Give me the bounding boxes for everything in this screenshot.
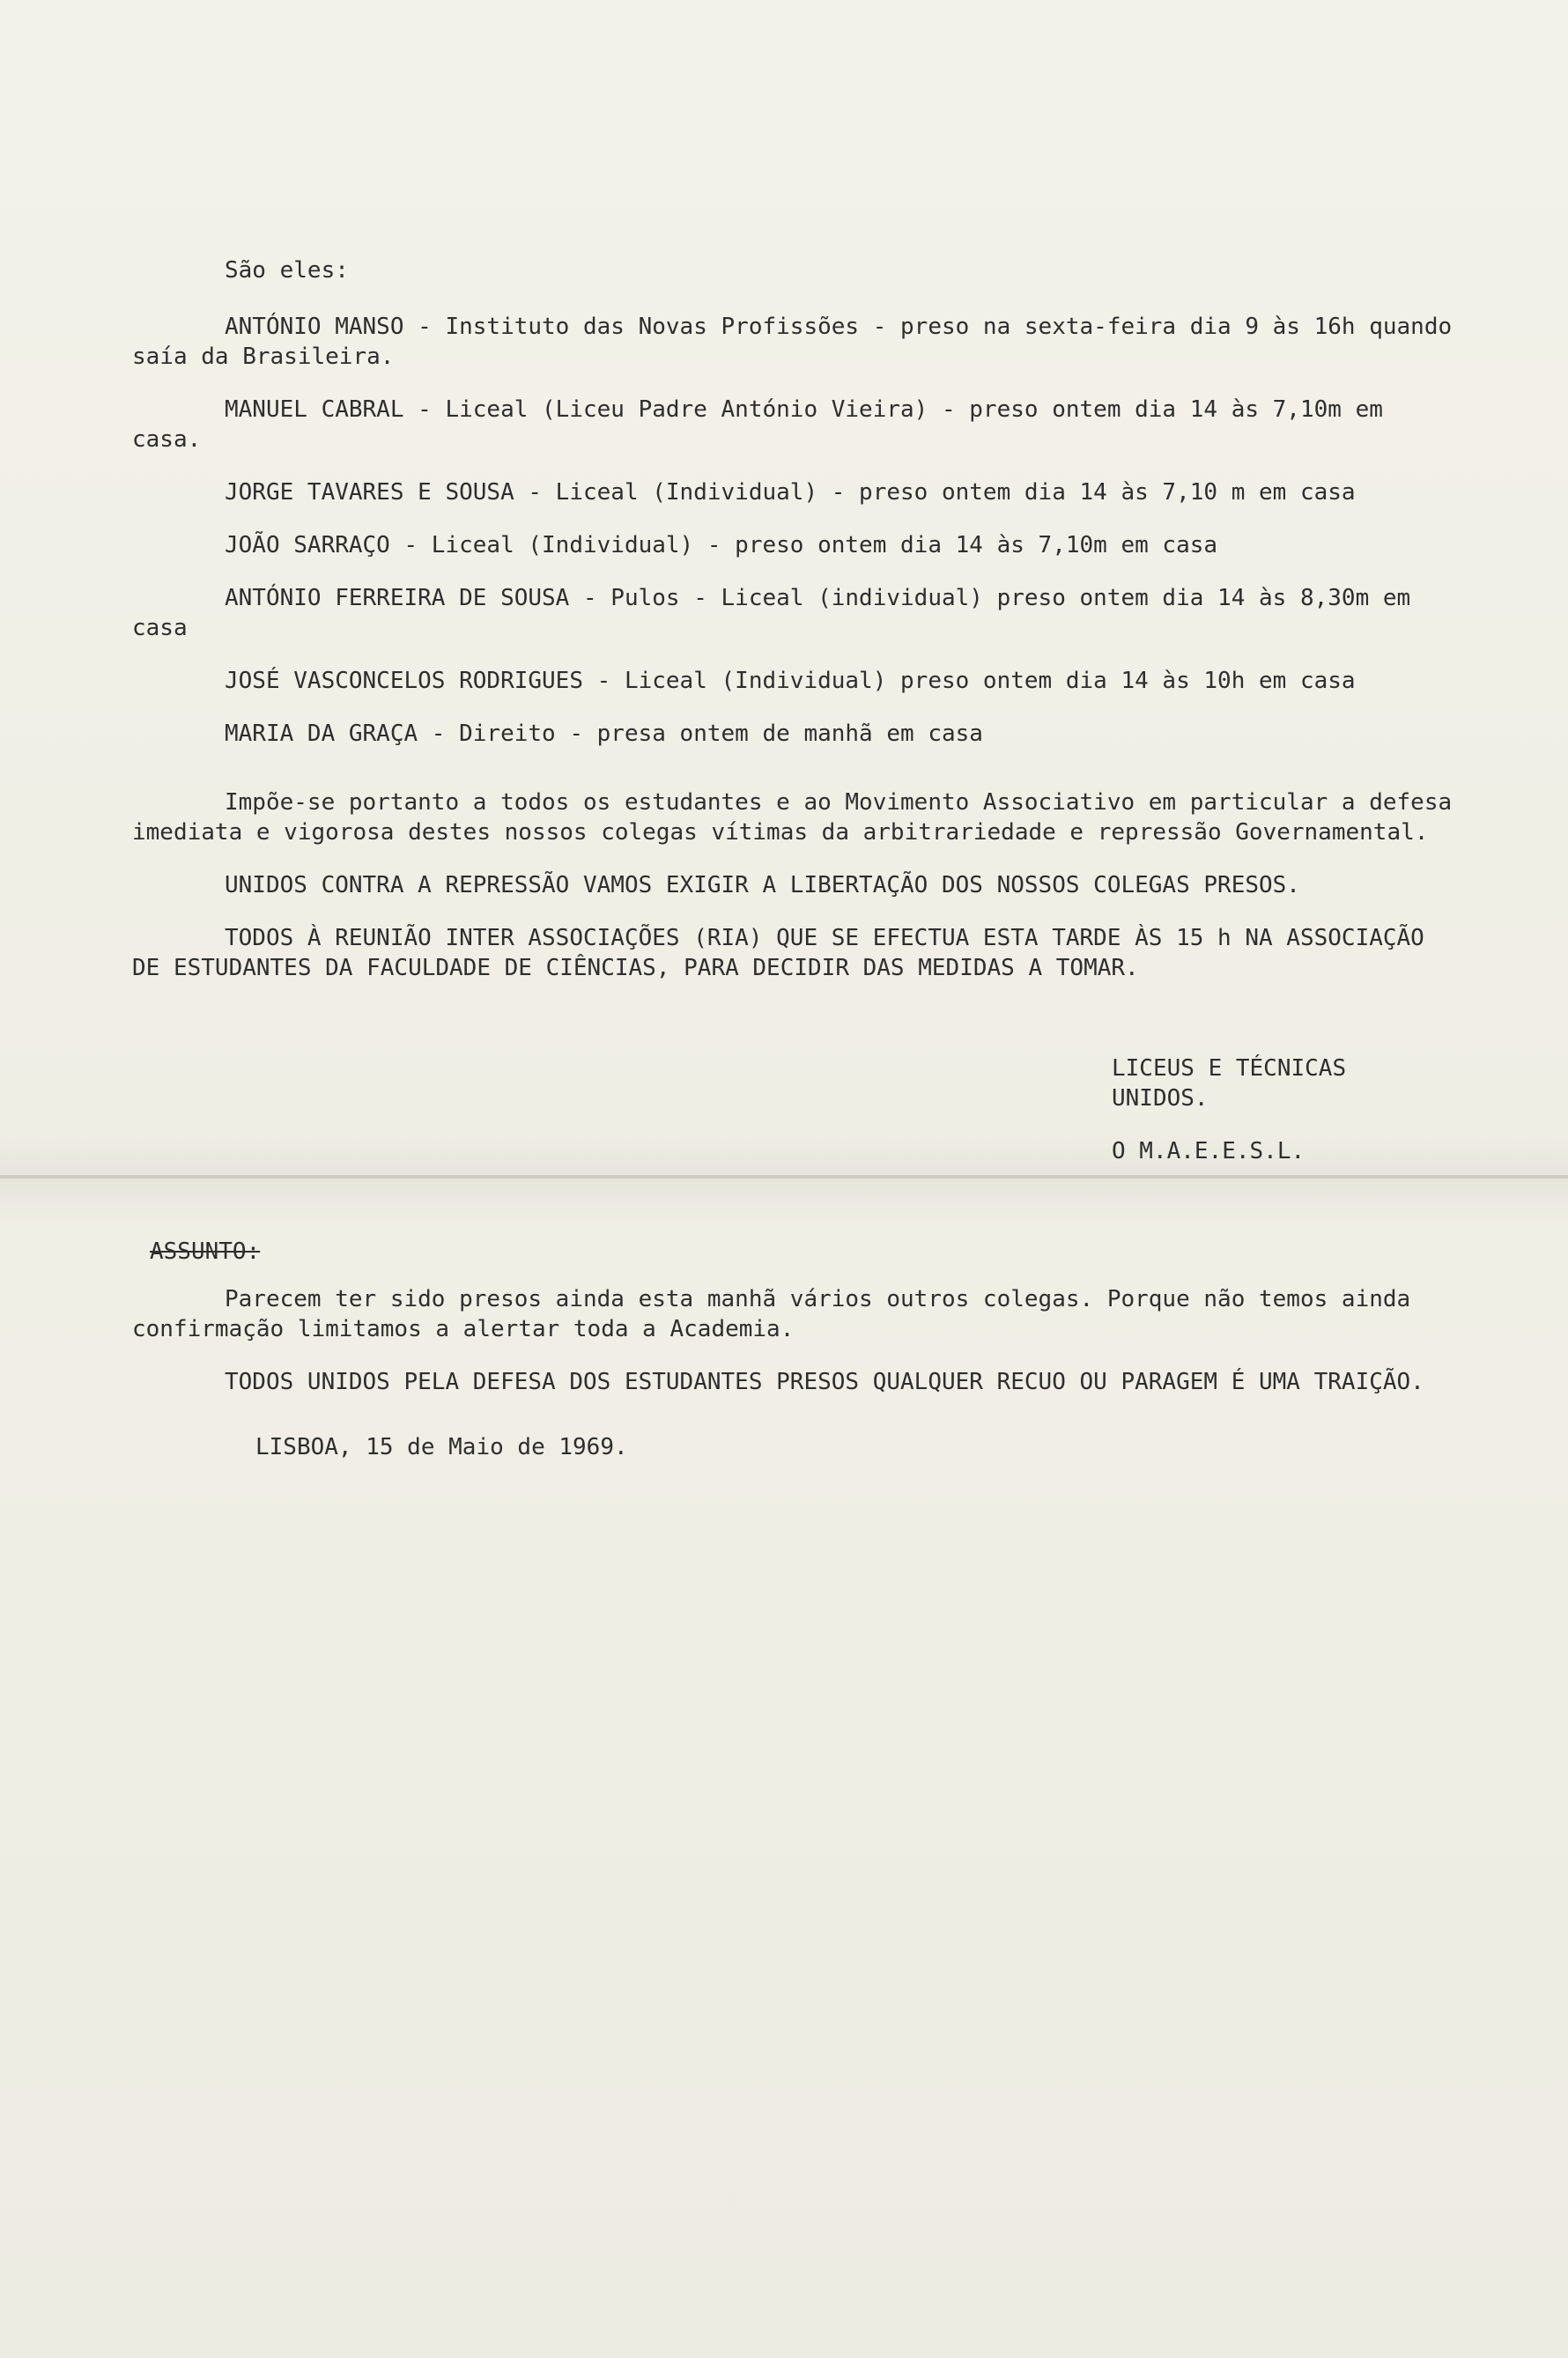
prisoner-entry: JOSÉ VASCONCELOS RODRIGUES - Liceal (Individual) preso ontem dia 14 às 10h em casa	[225, 668, 1356, 694]
meeting-paragraph: TODOS À REUNIÃO INTER ASSOCIAÇÕES (RIA) QUE SE EFECTUA ESTA TARDE ÀS 15 h NA ASSOCIAÇÃO DE ESTUDANTES DA FACULDADE DE CIÊNCIAS, PARA DECIDIR DAS MEDIDAS A TOMAR.	[132, 925, 1424, 981]
document-body	[132, 255, 1453, 1462]
closing-call: TODOS UNIDOS PELA DEFESA DOS ESTUDANTES PRESOS QUALQUER RECUO OU PARAGEM É UMA TRAIÇÃO.	[225, 1369, 1424, 1395]
prisoner-entry: ANTÓNIO FERREIRA DE SOUSA - Pulos - Liceal (individual) preso ontem dia 14 às 8,30m em casa	[132, 585, 1411, 641]
note-title: ASSUNTO:	[150, 1238, 261, 1265]
signature-block	[1112, 1053, 1453, 1113]
prisoner-entry: JOÃO SARRAÇO - Liceal (Individual) - preso ontem dia 14 às 7,10m em casa	[225, 532, 1218, 558]
appeal-paragraph: Impõe-se portanto a todos os estudantes e ao Movimento Associativo em particular a defesa imediata e vigorosa destes nossos colegas vítimas da arbitrariedade e repressão Governamental.	[132, 789, 1453, 846]
signature-line: LICEUS E TÉCNICAS	[1112, 1055, 1347, 1082]
organization-name: O M.A.E.E.S.L.	[1112, 1138, 1305, 1164]
note-paragraph: Parecem ter sido presos ainda esta manhã vários outros colegas. Porque não temos ainda confirmação limitamos a alertar toda a Academia.	[132, 1286, 1411, 1342]
document-date: LISBOA, 15 de Maio de 1969.	[255, 1434, 628, 1460]
signature-line: UNIDOS.	[1112, 1085, 1209, 1112]
prisoner-entry: MANUEL CABRAL - Liceal (Liceu Padre António Vieira) - preso ontem dia 14 às 7,10m em casa.	[132, 396, 1383, 453]
slogan-paragraph: UNIDOS CONTRA A REPRESSÃO VAMOS EXIGIR A LIBERTAÇÃO DOS NOSSOS COLEGAS PRESOS.	[225, 872, 1300, 898]
intro-line: São eles:	[225, 257, 349, 284]
prisoner-entry: ANTÓNIO MANSO - Instituto das Novas Profissões - preso na sexta-feira dia 9 às 16h quando saía da Brasileira.	[132, 314, 1453, 370]
prisoner-entry: MARIA DA GRAÇA - Direito - presa ontem de manhã em casa	[225, 721, 983, 747]
prisoner-entry: JORGE TAVARES E SOUSA - Liceal (Individual) - preso ontem dia 14 às 7,10 m em casa	[225, 479, 1356, 506]
